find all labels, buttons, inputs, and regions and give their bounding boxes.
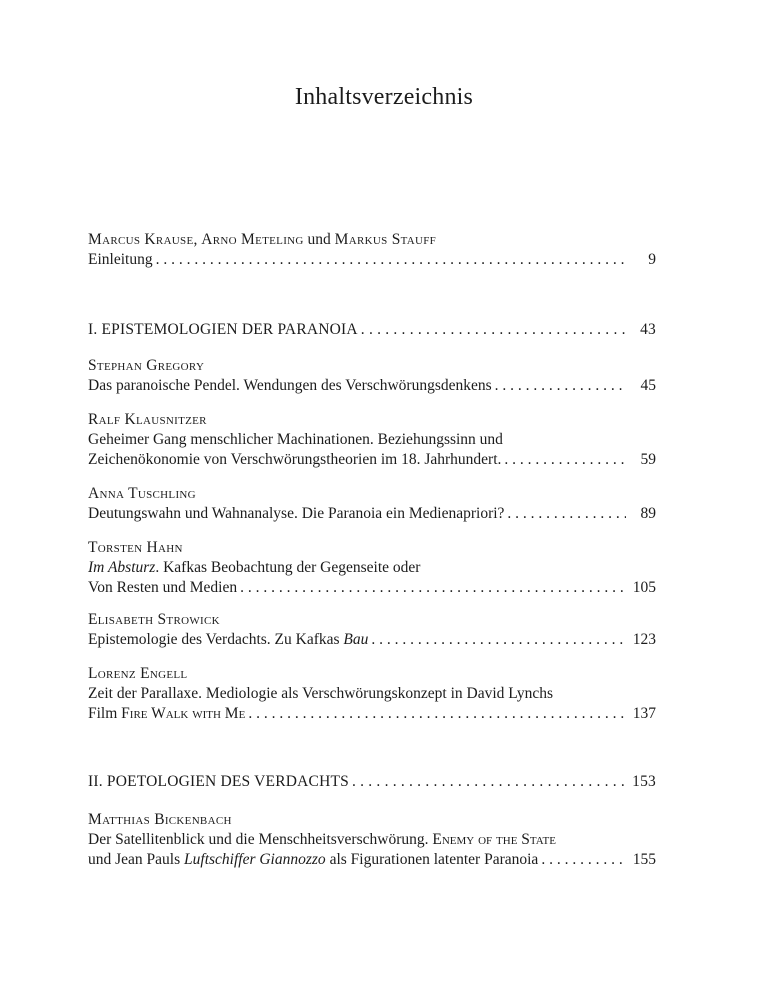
entry-authors [88, 230, 656, 250]
entry-title-line-1[interactable] [88, 558, 656, 578]
author-krause: Marcus Krause [88, 231, 194, 248]
toc-entry-bickenbach [88, 810, 656, 870]
author-separator: , [193, 231, 202, 248]
entry-author: Torsten Hahn [88, 539, 183, 556]
toc-entry-klausnitzer [88, 410, 656, 470]
entry-title-text: Der Satellitenblick und die Menschheitsverschwörung. [88, 831, 433, 848]
author-meteling: Arno Meteling [201, 231, 304, 248]
page-number: 89 [640, 505, 656, 522]
entry-title[interactable]: Von Resten und Medien [88, 579, 238, 596]
entry-title-line-1[interactable]: Geheimer Gang menschlicher Machinationen. Beziehungssinn und [88, 431, 503, 448]
toc-entry-einleitung [88, 230, 656, 270]
entry-author: Anna Tuschling [88, 485, 196, 502]
leader-dots [504, 504, 626, 524]
entry-title[interactable]: Zeichenökonomie von Verschwörungstheorien im 18. Jahrhundert. [88, 451, 502, 468]
entry-title-text: und Jean Pauls [88, 851, 185, 868]
toc-section-2 [88, 772, 656, 792]
entry-title[interactable]: Deutungswahn und Wahnanalyse. Die Paranoia ein Medienapriori? [88, 505, 505, 522]
leader-dots [237, 578, 626, 598]
leader-dots [538, 850, 626, 870]
entry-author: Ralf Klausnitzer [88, 411, 207, 428]
page-number: 155 [632, 851, 656, 868]
entry-title-text: Epistemologie des Verdachts. Zu Kafkas [88, 631, 344, 648]
page-number: 105 [632, 579, 656, 596]
page-number: 137 [632, 705, 656, 722]
entry-title-line-2[interactable] [88, 850, 656, 870]
entry-title-italic: Luftschiffer Giannozzo [184, 851, 326, 868]
entry-title-italic: Im Absturz [88, 559, 156, 576]
entry-title-line-2[interactable] [88, 704, 656, 724]
film-title: Fire Walk with Me [121, 705, 246, 722]
page-number: 45 [640, 377, 656, 394]
toc-entry-strowick [88, 610, 656, 650]
entry-title-text: Film [88, 705, 122, 722]
toc-entry-engell [88, 664, 656, 724]
entry-title[interactable] [88, 850, 538, 870]
toc-entry-gregory [88, 356, 656, 396]
entry-author: Lorenz Engell [88, 665, 188, 682]
page-number: 153 [632, 773, 656, 790]
toc-section-1 [88, 320, 656, 340]
leader-dots [349, 772, 626, 792]
author-stauff: Markus Stauff [334, 231, 437, 248]
leader-dots [368, 630, 626, 650]
entry-title-line[interactable] [88, 250, 656, 270]
entry-title-line[interactable] [88, 630, 656, 650]
section-title-line[interactable] [88, 320, 656, 340]
entry-title[interactable] [88, 704, 245, 724]
page-number: 59 [640, 451, 656, 468]
entry-title-italic: Bau [343, 631, 369, 648]
entry-title-line[interactable] [88, 376, 656, 396]
leader-dots [501, 450, 626, 470]
section-title[interactable]: I. EPISTEMOLOGIEN DER PARANOIA [88, 321, 358, 338]
page-number: 123 [632, 631, 656, 648]
entry-title-rest: . Kafkas Beobachtung der Gegenseite oder [155, 559, 421, 576]
section-title[interactable]: II. POETOLOGIEN DES VERDACHTS [88, 773, 349, 790]
entry-title-line-2[interactable] [88, 578, 656, 598]
entry-author: Stephan Gregory [88, 357, 205, 374]
entry-title[interactable]: Einleitung [88, 251, 153, 268]
page-title: Inhaltsverzeichnis [294, 84, 474, 110]
page-number: 43 [640, 321, 656, 338]
entry-title-line-1[interactable]: Zeit der Parallaxe. Mediologie als Verschwörungskonzept in David Lynchs [88, 685, 554, 702]
toc-entry-hahn [88, 538, 656, 598]
entry-title[interactable] [88, 630, 368, 650]
entry-title[interactable]: Das paranoische Pendel. Wendungen des Verschwörungsdenkens [88, 377, 492, 394]
page-number: 9 [648, 251, 656, 268]
entry-title-rest: als Figurationen latenter Paranoia [325, 851, 539, 868]
toc-entry-tuschling [88, 484, 656, 524]
leader-dots [492, 376, 626, 396]
leader-dots [245, 704, 626, 724]
film-title: Enemy of the State [432, 831, 556, 848]
entry-title-line-1[interactable] [88, 830, 656, 850]
leader-dots [153, 250, 626, 270]
leader-dots [358, 320, 626, 340]
author-separator: und [303, 231, 335, 248]
entry-author: Elisabeth Strowick [88, 611, 220, 628]
section-title-line[interactable] [88, 772, 656, 792]
entry-title-line[interactable] [88, 504, 656, 524]
entry-author: Matthias Bickenbach [88, 811, 232, 828]
entry-title-line-2[interactable] [88, 450, 656, 470]
